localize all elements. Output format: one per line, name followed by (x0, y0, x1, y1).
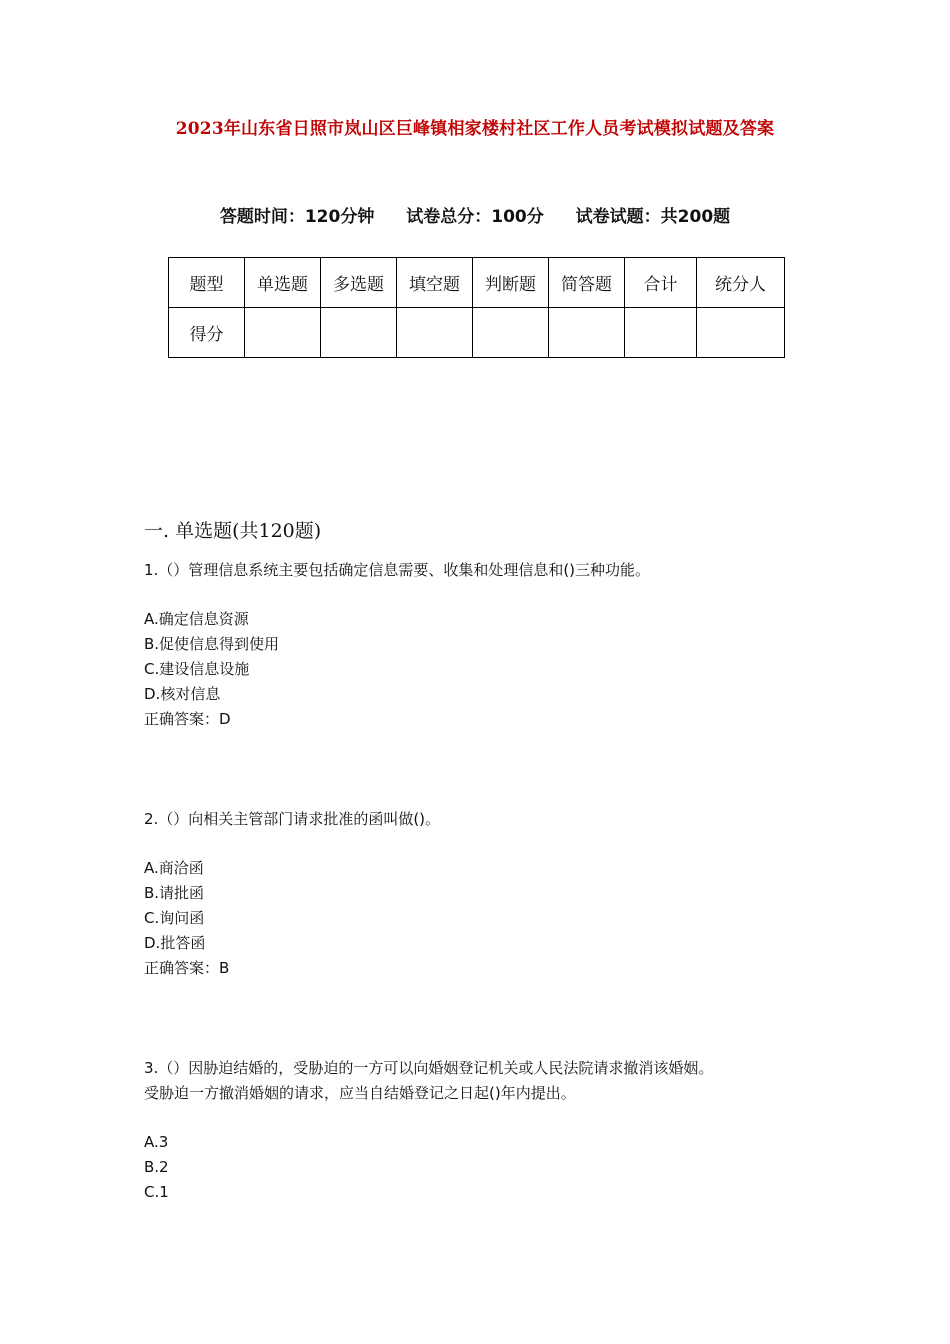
header-cell-multi: 多选题 (321, 258, 397, 308)
option-b: B.2 (144, 1158, 169, 1176)
score-cell (245, 308, 321, 358)
option-a: A.商洽函 (144, 859, 204, 877)
correct-answer: 正确答案：D (144, 710, 231, 728)
question-stem: 1.（）管理信息系统主要包括确定信息需要、收集和处理信息和()三种功能。 (144, 561, 651, 579)
exam-question-count: 试卷试题：共200题 (575, 207, 731, 227)
score-cell (397, 308, 473, 358)
score-cell (549, 308, 625, 358)
score-cell (697, 308, 785, 358)
option-b: B.促使信息得到使用 (144, 635, 280, 653)
header-cell-type: 题型 (169, 258, 245, 308)
exam-total-score: 试卷总分：100分 (406, 207, 544, 227)
score-table-header-row (169, 258, 785, 308)
option-c: C.建设信息设施 (144, 660, 250, 678)
score-table (168, 257, 785, 358)
header-cell-single: 单选题 (245, 258, 321, 308)
question-stem-line: 受胁迫一方撤消婚姻的请求，应当自结婚登记之日起()年内提出。 (144, 1084, 576, 1102)
option-a: A.3 (144, 1133, 169, 1151)
header-cell-total: 合计 (625, 258, 697, 308)
header-cell-judge: 判断题 (473, 258, 549, 308)
header-cell-grader: 统分人 (697, 258, 785, 308)
score-cell (625, 308, 697, 358)
score-cell (473, 308, 549, 358)
exam-time: 答题时间：120分钟 (219, 207, 375, 227)
option-a: A.确定信息资源 (144, 610, 249, 628)
section-heading: 一. 单选题(共120题) (144, 520, 322, 542)
option-b: B.请批函 (144, 884, 205, 902)
question-stem-line: 3.（）因胁迫结婚的，受胁迫的一方可以向婚姻登记机关或人民法院请求撤消该婚姻。 (144, 1059, 714, 1077)
correct-answer: 正确答案：B (144, 959, 230, 977)
header-cell-short: 简答题 (549, 258, 625, 308)
score-row-label: 得分 (169, 308, 245, 358)
option-c: C.询问函 (144, 909, 205, 927)
score-cell (321, 308, 397, 358)
option-d: D.核对信息 (144, 685, 221, 703)
question-3 (144, 1056, 824, 1205)
score-table-score-row (169, 308, 785, 358)
question-stem (144, 1056, 824, 1106)
option-c: C.1 (144, 1183, 169, 1201)
header-cell-fill: 填空题 (397, 258, 473, 308)
exam-meta (0, 202, 950, 227)
document-title: 2023年山东省日照市岚山区巨峰镇相家楼村社区工作人员考试模拟试题及答案 (175, 119, 775, 139)
option-d: D.批答函 (144, 934, 206, 952)
question-stem: 2.（）向相关主管部门请求批准的函叫做()。 (144, 810, 441, 828)
question-2 (144, 807, 824, 981)
question-1 (144, 558, 824, 732)
